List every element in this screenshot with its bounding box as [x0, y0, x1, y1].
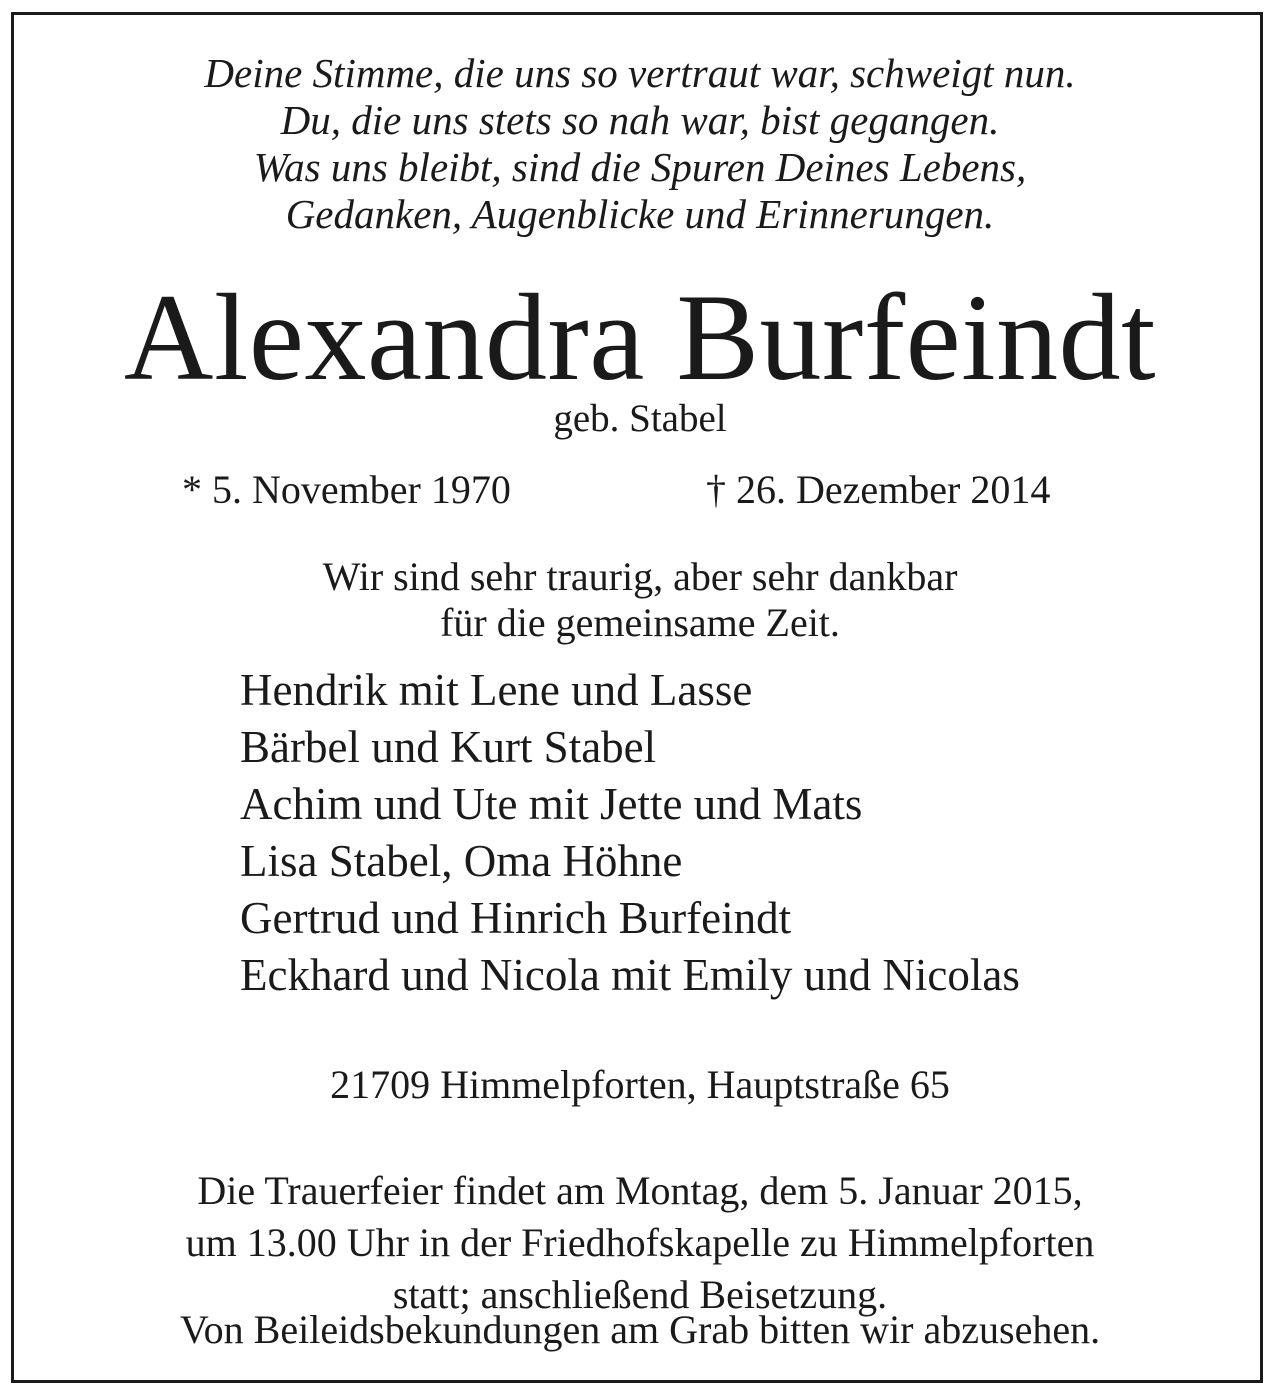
family-member: Gertrud und Hinrich Burfeindt — [240, 893, 792, 943]
family-member: Hendrik mit Lene und Lasse — [240, 665, 753, 715]
family-member: Lisa Stabel, Oma Höhne — [240, 836, 683, 886]
motto-line: Du, die uns stets so nah war, bist gegangen. — [280, 97, 1000, 143]
death-date: † 26. Dezember 2014 — [706, 467, 1051, 512]
sentence-line: für die gemeinsame Zeit. — [440, 600, 840, 645]
motto-verse — [0, 50, 1280, 238]
family-member: Eckhard und Nicola mit Emily und Nicolas — [240, 950, 1020, 1000]
address: 21709 Himmelpforten, Hauptstraße 65 — [330, 1062, 950, 1107]
sentence-line: Wir sind sehr traurig, aber sehr dankbar — [322, 554, 958, 599]
condolence-note: Von Beileidsbekundungen am Grab bitten wir abzusehen. — [179, 1307, 1101, 1352]
service-line: statt; anschließend Beisetzung. — [392, 1272, 888, 1317]
motto-line: Gedanken, Augenblicke und Erinnerungen. — [285, 191, 995, 237]
mourning-sentence — [0, 554, 1280, 646]
birth-date: * 5. November 1970 — [182, 467, 511, 512]
family-member: Achim und Ute mit Jette und Mats — [240, 779, 863, 829]
service-line: Die Trauerfeier findet am Montag, dem 5. Januar 2015, — [197, 1168, 1083, 1213]
deceased-name: Alexandra Burfeindt — [123, 269, 1157, 406]
motto-line: Was uns bleibt, sind die Spuren Deines Lebens, — [253, 144, 1027, 190]
service-line: um 13.00 Uhr in der Friedhofskapelle zu Himmelpforten — [185, 1220, 1095, 1265]
family-list — [240, 662, 1020, 1004]
motto-line: Deine Stimme, die uns so vertraut war, schweigt nun. — [204, 50, 1076, 96]
family-member: Bärbel und Kurt Stabel — [240, 722, 657, 772]
birth-name: geb. Stabel — [553, 397, 727, 440]
funeral-service-info — [0, 1165, 1280, 1321]
